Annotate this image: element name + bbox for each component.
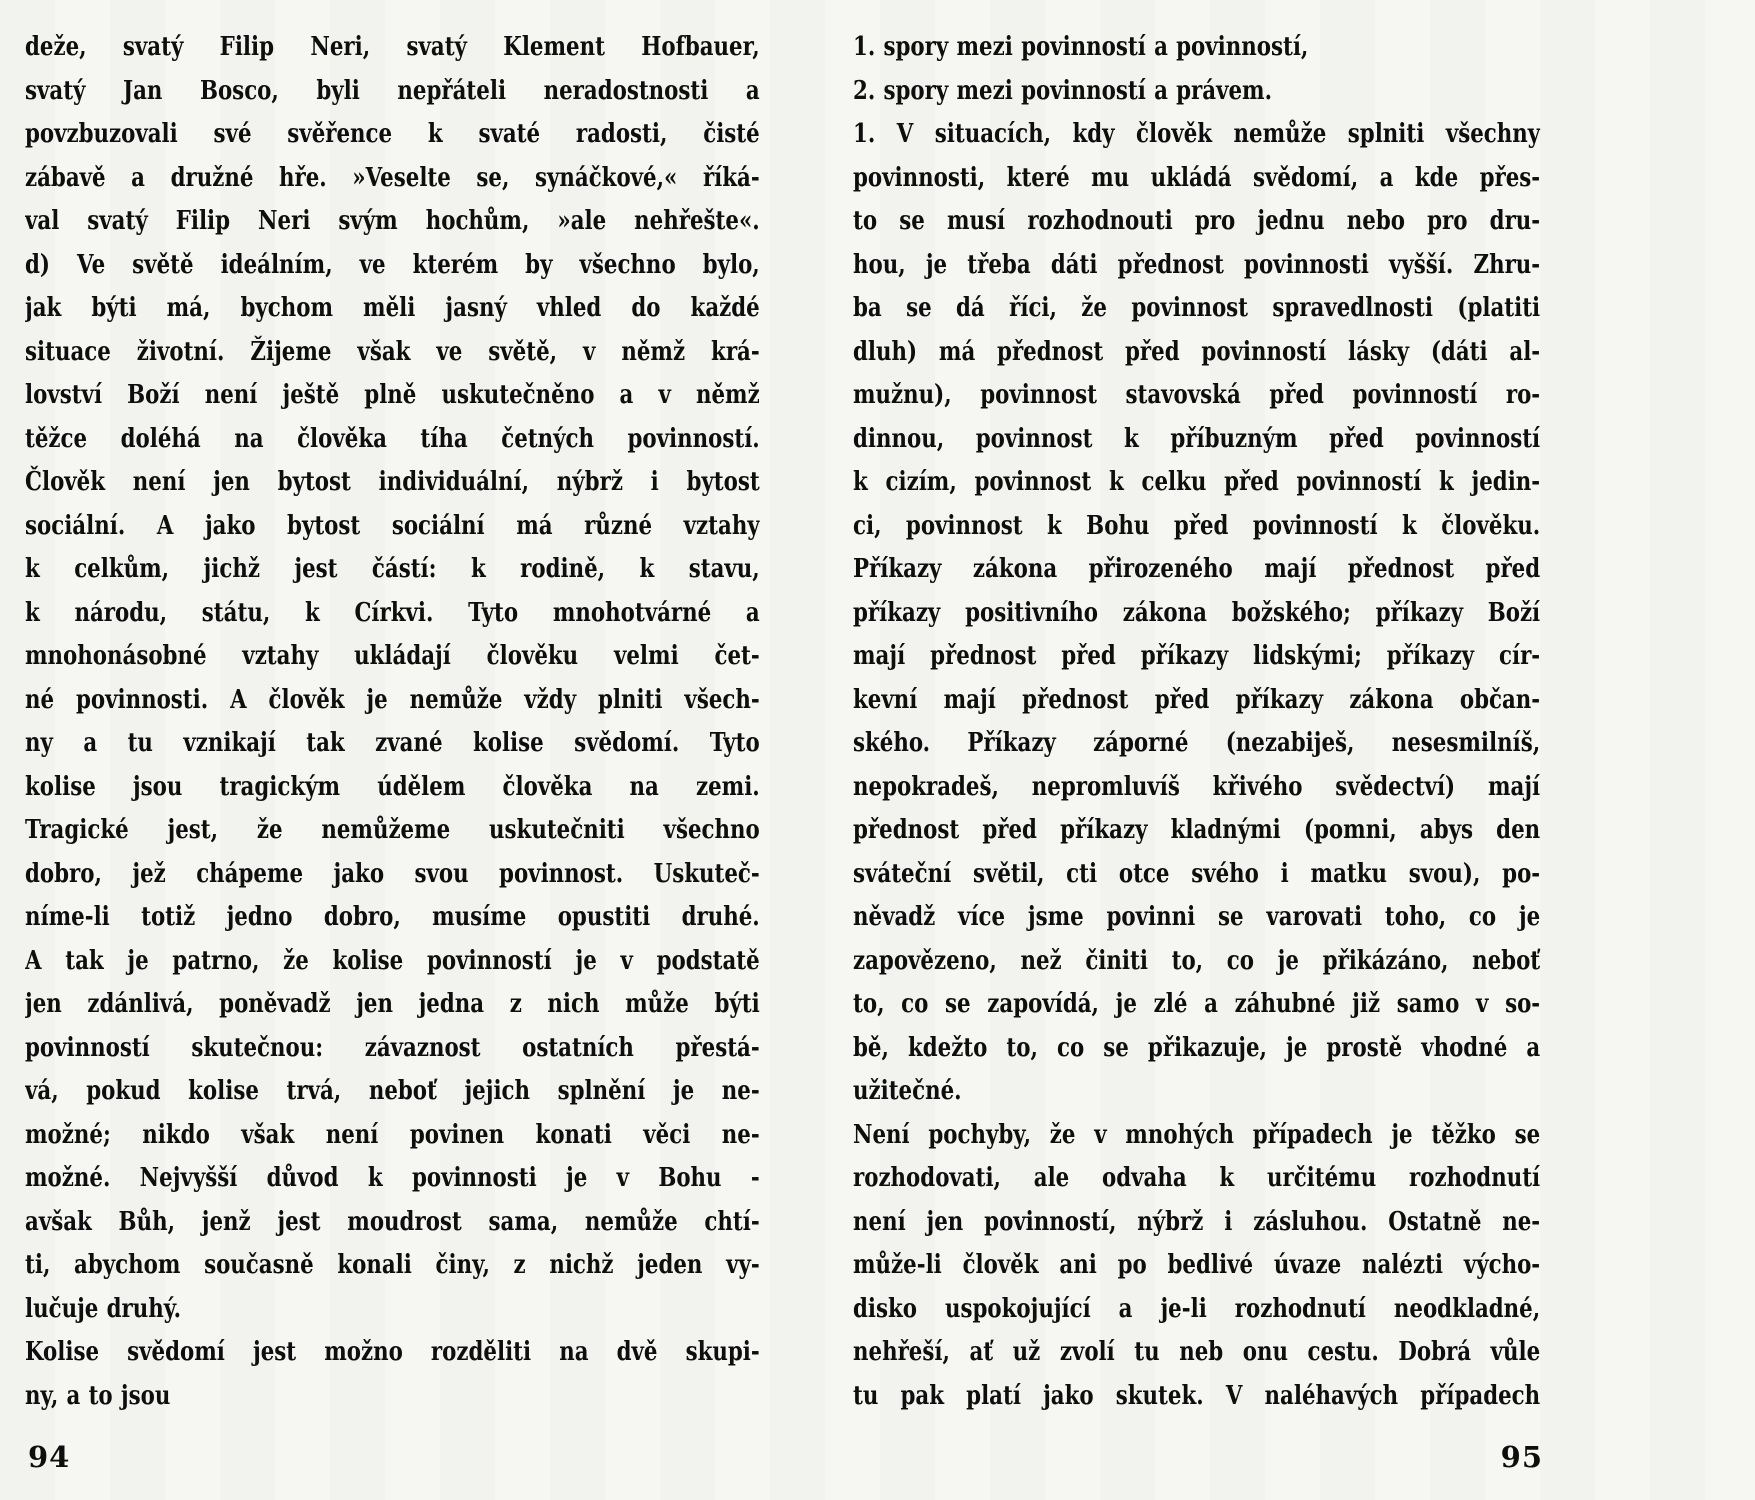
text-line: disko uspokojující a je-li rozhodnutí neodkladné, bbox=[853, 1293, 1541, 1324]
text-line: d) Ve světě ideálním, ve kterém by všechno bylo, bbox=[25, 249, 760, 280]
text-line: lovství Boží není ještě plně uskutečněno a v němž bbox=[25, 380, 760, 410]
text-line: deže, svatý Filip Neri, svatý Klement Hofbauer, bbox=[25, 32, 760, 62]
text-line: lučuje druhý. bbox=[25, 1293, 182, 1324]
text-line: Tragické jest, že nemůžeme uskutečniti všechno bbox=[25, 815, 760, 845]
text-line: zapovězeno, než činiti to, co je přikázáno, neboť bbox=[853, 945, 1541, 976]
text-line: 1. V situacích, kdy člověk nemůže splniti všechny bbox=[853, 119, 1541, 149]
text-line: 2. spory mezi povinností a právem. bbox=[853, 75, 1273, 106]
text-line: jak býti má, bychom měli jasný vhled do každé bbox=[25, 293, 760, 323]
text-line: Kolise svědomí jest možno rozděliti na dvě skupi- bbox=[25, 1337, 760, 1367]
text-line: mužnu), povinnost stavovská před povinností ro- bbox=[853, 380, 1541, 410]
text-line: ba se dá říci, že povinnost spravedlnosti (platiti bbox=[853, 293, 1541, 323]
text-line: kevní mají přednost před příkazy zákona občan- bbox=[853, 684, 1541, 715]
text-line: možné. Nejvyšší důvod k povinnosti je v Bohu - bbox=[25, 1163, 760, 1193]
text-line: užitečné. bbox=[853, 1076, 962, 1106]
text-line: nepokradeš, nepromluvíš křivého svědectví) mají bbox=[853, 771, 1541, 802]
text-line: situace životní. Žijeme však ve světě, v němž krá- bbox=[25, 336, 760, 367]
text-line: to se musí rozhodnouti pro jednu nebo pro dru- bbox=[853, 206, 1541, 236]
text-line: k celkům, jichž jest částí: k rodině, k stavu, bbox=[25, 554, 760, 584]
text-line: mají přednost před příkazy lidskými; příkazy cír- bbox=[853, 641, 1541, 671]
text-line: dobro, jež chápeme jako svou povinnost. Uskuteč- bbox=[25, 858, 760, 889]
text-line: k cizím, povinnost k celku před povinností k jedin- bbox=[853, 467, 1541, 497]
page-number-95: 95 bbox=[1500, 1440, 1543, 1474]
text-line: val svatý Filip Neri svým hochům, »ale nehřešte«. bbox=[25, 206, 760, 236]
text-line: zábavě a družné hře. »Veselte se, synáčkové,« říká- bbox=[25, 162, 760, 193]
text-line: povinnosti, které mu ukládá svědomí, a kde přes- bbox=[853, 162, 1541, 193]
text-line: možné; nikdo však není povinen konati věci ne- bbox=[25, 1119, 760, 1150]
text-line: sociální. A jako bytost sociální má různé vztahy bbox=[25, 510, 760, 541]
text-line: povinností skutečnou: závaznost ostatních přestá- bbox=[25, 1032, 760, 1063]
text-line: Příkazy zákona přirozeného mají přednost před bbox=[853, 554, 1541, 584]
text-line: bě, kdežto to, co se přikazuje, je prostě vhodné a bbox=[853, 1032, 1541, 1063]
text-line: dluh) má přednost před povinností lásky (dáti al- bbox=[853, 336, 1541, 367]
text-line: není jen povinností, nýbrž i zásluhou. Ostatně ne- bbox=[853, 1206, 1541, 1237]
text-line: může-li člověk ani po bedlivé úvaze nalézti výcho- bbox=[853, 1250, 1541, 1280]
text-line: ny, a to jsou bbox=[25, 1380, 171, 1411]
text-line: A tak je patrno, že kolise povinností je v podstatě bbox=[25, 945, 760, 976]
text-line: k národu, státu, k Církvi. Tyto mnohotvárné a bbox=[25, 597, 760, 628]
text-line: avšak Bůh, jenž jest moudrost sama, nemůže chtí- bbox=[25, 1206, 760, 1237]
text-line: těžce doléhá na člověka tíha četných povinností. bbox=[25, 423, 760, 454]
text-line: povzbuzovali své svěřence k svaté radosti, čisté bbox=[25, 119, 760, 149]
text-line: kolise jsou tragickým údělem člověka na zemi. bbox=[25, 771, 760, 802]
text-line: dinnou, povinnost k příbuzným před povinností bbox=[853, 423, 1541, 454]
text-line: tu pak platí jako skutek. V naléhavých případech bbox=[853, 1380, 1541, 1411]
text-line: sváteční světil, cti otce svého i matku svou), po- bbox=[853, 858, 1541, 889]
text-line: níme-li totiž jedno dobro, musíme opustiti druhé. bbox=[25, 902, 760, 932]
text-line: Není pochyby, že v mnohých případech je těžko se bbox=[853, 1119, 1541, 1150]
text-line: hou, je třeba dáti přednost povinnosti vyšší. Zhru- bbox=[853, 249, 1541, 280]
text-line: příkazy positivního zákona božského; příkazy Boží bbox=[853, 597, 1541, 628]
text-line: ti, abychom současně konali činy, z nichž jeden vy- bbox=[25, 1250, 760, 1280]
text-line: mnohonásobné vztahy ukládají člověku velmi čet- bbox=[25, 641, 760, 671]
text-line: 1. spory mezi povinností a povinností, bbox=[853, 32, 1309, 62]
text-line: Člověk není jen bytost individuální, nýbrž i bytost bbox=[25, 467, 760, 497]
text-line: přednost před příkazy kladnými (pomni, abys den bbox=[853, 815, 1541, 845]
text-line: něvadž více jsme povinni se varovati toho, co je bbox=[853, 902, 1541, 932]
page-94-text-column bbox=[25, 26, 760, 1418]
text-line: svatý Jan Bosco, byli nepřáteli neradostnosti a bbox=[25, 75, 760, 106]
text-line: ny a tu vznikají tak zvané kolise svědomí. Tyto bbox=[25, 728, 760, 758]
text-line: rozhodovati, ale odvaha k určitému rozhodnutí bbox=[853, 1163, 1541, 1193]
text-line: nehřeší, ať už zvolí tu neb onu cestu. Dobrá vůle bbox=[853, 1337, 1541, 1367]
page-number-94: 94 bbox=[28, 1440, 71, 1474]
text-line: né povinnosti. A člověk je nemůže vždy plniti všech- bbox=[25, 684, 760, 715]
text-line: vá, pokud kolise trvá, neboť jejich splnění je ne- bbox=[25, 1076, 760, 1106]
text-line: jen zdánlivá, poněvadž jen jedna z nich může býti bbox=[25, 989, 760, 1019]
page-95-text-column bbox=[853, 26, 1540, 1418]
text-line: ského. Příkazy záporné (nezabiješ, nesesmilníš, bbox=[853, 728, 1541, 758]
text-line: to, co se zapovídá, je zlé a záhubné již samo v so- bbox=[853, 989, 1541, 1019]
text-line: ci, povinnost k Bohu před povinností k člověku. bbox=[853, 510, 1541, 541]
